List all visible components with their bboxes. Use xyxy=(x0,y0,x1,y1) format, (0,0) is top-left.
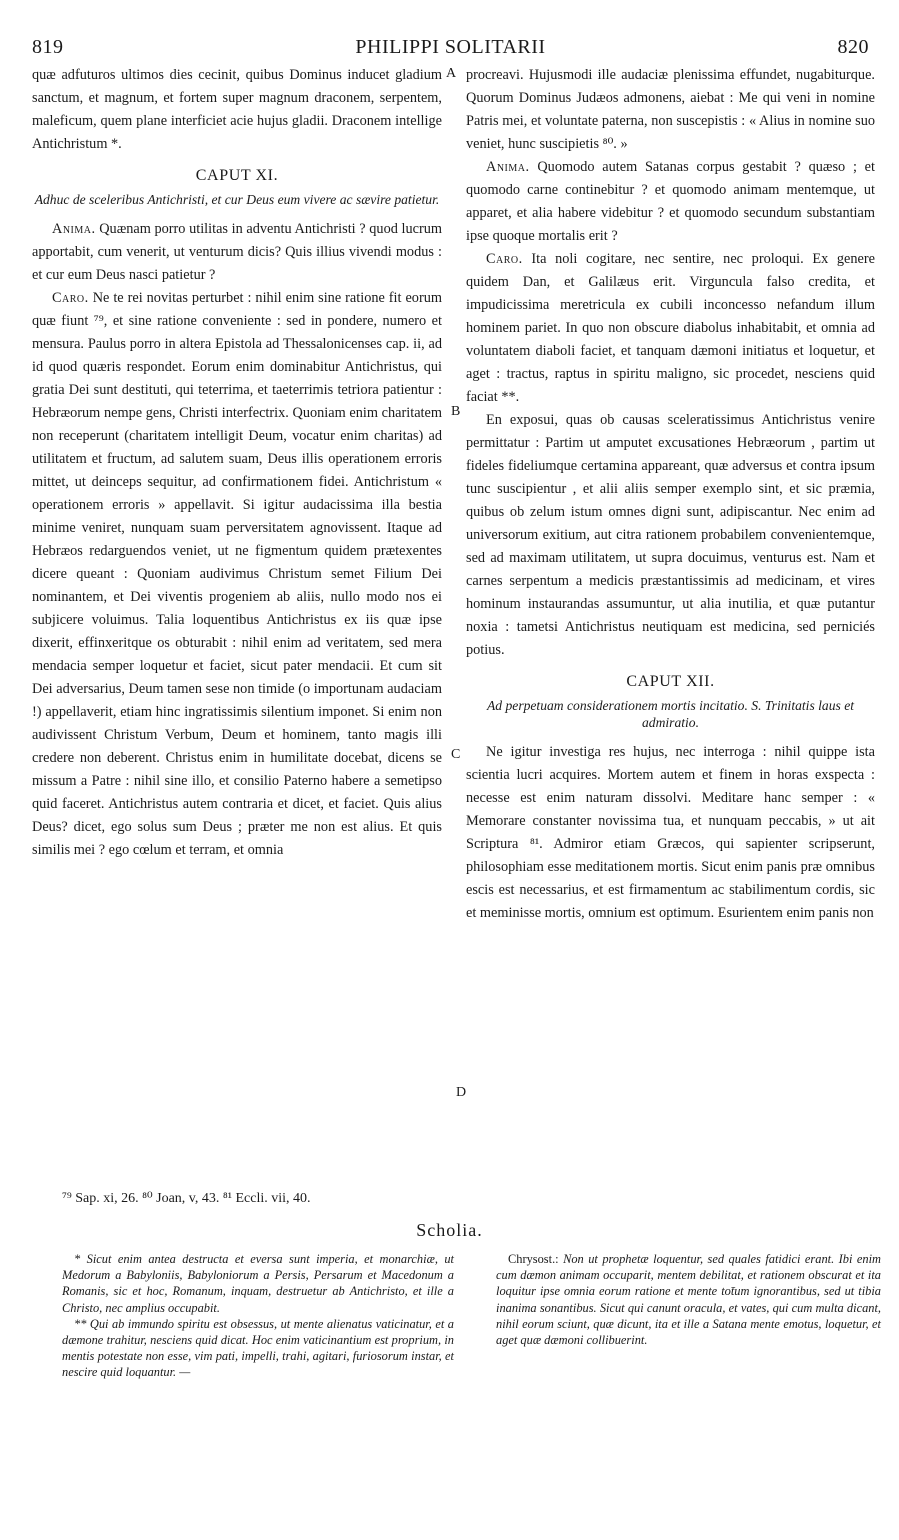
speaker-label: Caro. xyxy=(52,290,89,306)
margin-marker-b: B xyxy=(451,404,461,419)
margin-marker-a: A xyxy=(446,66,457,81)
speaker-label: Caro. xyxy=(486,251,523,267)
page-header xyxy=(32,36,869,64)
page-number-left: 819 xyxy=(32,36,64,58)
paragraph-text: Quænam porro utilitas in adventu Antichristi ? quod lucrum apportabit, cum venerit, ut venturum dicis? Quis illius vivendi modus : et cur eum Deus nasci patietur ? xyxy=(32,221,442,283)
page-number-right: 820 xyxy=(837,36,869,58)
paragraph: Ne igitur investiga res hujus, nec interroga : nihil quippe ista scientia lucri acquires. Mortem autem et finem in horas exspecta : necesse est enim naturam dissolvi. Meditare hanc semper : « Memorare constanter novissima tua, et nunquam peccabis, » ut ait Scriptura ⁸¹. Admiror etiam Græcos, qui sapienter scripserunt, philosophiam esse meditationem mortis. Sicut enim panis præ omnibus escis est necessarius, et est firmamentum ac stabilimentum cordis, sic et meminisse mortis, omnium est optimum. Esurientem enim panis non xyxy=(466,744,875,921)
scholium: * Sicut enim antea destructa et eversa sunt imperia, et monarchiæ, ut Medorum a Babyloniis, Babyloniorum a Persis, Persarum et Macedonum a Romanis, sic et hoc, Romanum, inquam, destruetur ab Antichristo, et ille a Christo, nec amplius occupabit. xyxy=(62,1252,454,1315)
paragraph: procreavi. Hujusmodi ille audaciæ plenissima effundet, nugabiturque. Quorum Dominus Judæos admonens, aiebat : Me qui veni in nomine Patris mei, et voluntate paterna, non suscepistis : « Alius in nomine suo veniet, hunc suscipietis ⁸⁰. » xyxy=(466,67,875,152)
scholium-author: Chrysost.: xyxy=(508,1252,559,1266)
paragraph-text: Ita noli cogitare, nec sentire, nec proloqui. Ex genere quidem Dan, et Galilæus erit. Virguncula falso credita, et impudicissima meretricula ex cubili inconcesso nefandum illum hominem pariet. In quo non obscure diabolus inhabitabit, et omnia ad voluntatem diaboli faciet, et tanquam dæmoni initiatus et loquetur, et aget : tractus, raptus in spiritu maligno, sic procedet, nesciens quid faciat **. xyxy=(466,251,875,405)
paragraph-anima xyxy=(466,156,875,248)
chapter-title: CAPUT XI. xyxy=(195,167,279,184)
chapter-title: CAPUT XII. xyxy=(626,673,715,690)
margin-marker-d: D xyxy=(456,1085,467,1100)
paragraph-anima xyxy=(32,218,442,287)
paragraph-text: Ne te rei novitas perturbet : nihil enim sine ratione fit eorum quæ fiunt ⁷⁹, et sine ratione conveniente : sed in pondere, numero et mensura. Paulus porro in altera Epistola ad Thessalonicenses cap. ii, ad id quod quæris respondet. Eorum enim dominabitur Antichristus, qui gratia Dei sunt destituti, qui teterrima, et taeterrimis tetriora patientur : Hebræorum nempe gens, Christi interfectrix. Quoniam enim charitatem non receperunt (charitatem intelligit Deum, vocatur enim charitas) ad utilitatem et fructum, ad salutem suam, Deus illis operationem erroris mittet, ut deinceps sequitur, ad confirmationem fidei. Antichristum « operationem erroris » appellavit. Si igitur audacissima illa bestia minime veniret, nunquam suam perversitatem agnovissent. Itaque ad Hebræos redarguendos veniet, ut ne figmentum quidem prætexentes dicere queant : Quoniam audivimus Christum semet Filium Dei nominantem, et Dei viventis progeniem ab aliis, nullo modo nos ei subjicere voluimus. Talia loquentibus Antichristus ex iis quæ ipse dixerit, effinxeritque os obturabit : nihil enim ad veritatem, sed mera mendacia semper loquetur et faciet, sicut pater mendacii. Et cum sit Dei adversarius, Deum tamen sese non timide (o importunam audaciam !) appellaverit, etiam hinc ingratissimis silentium imponet. Si enim non audivissent Christum Verbum, Deum et hominem, tanto magis illi credere non deberent. Christus enim in humilitate docebat, dicens se missum a Patre : nihil sine illo, et consilio Paterno habere a semetipso quid faceret. Antichristus autem contraria et dicet, et faciet. Quis alius Deus? dicet, ego solus sum Deus ; præter me non est alius. Et quis similis mei ? ego cœlum et terram, et omnia xyxy=(32,290,442,858)
scholium-text: Non ut prophetæ loquentur, sed quales fatidici erant. Ibi enim cum dæmon animam occuparit, mentem debilitat, et rationem obscurat et ita loquitur ipse omnia eorum ratione et mente tot̄um ignorantibus, sed ut tibia inanima sonantibus. Sicut qui canunt oracula, et vates, qui cum multa dicant, nihil eorum sciunt, quæ dicunt, ita et ille a Satana mente emotus, loquetur, et aget quæ dæmoni collibuerint. xyxy=(496,1252,881,1348)
speaker-label: Anima. xyxy=(52,221,96,237)
paragraph-caro xyxy=(466,248,875,409)
scholium xyxy=(496,1251,881,1348)
paragraph-caro xyxy=(32,287,442,862)
paragraph: quæ adfuturos ultimos dies cecinit, quibus Dominus inducet gladium sanctum, et magnum, et fortem super magnum draconem, serpentem, maleficum, quem plane interficiet acie hujus gladii. Draconem intellige Antichristum *. xyxy=(32,67,442,152)
scholia-right-column xyxy=(496,1251,881,1348)
chapter-summary: Adhuc de sceleribus Antichristi, et cur Deus eum vivere ac sævire patietur. xyxy=(34,192,440,207)
scholia-title: Scholia. xyxy=(416,1220,483,1240)
paragraph: En exposui, quas ob causas sceleratissimus Antichristus venire permittatur : Partim ut amputet excusationes Hebræorum , partim ut fideles fideliumque certamina appareant, quæ adversus et contra ipsum tunc suscipientur , et alii aliis semper exemplo sint, et sic præmia, quibus ob zelum istum omnes digni sunt, adipiscantur. Nec enim ad universorum exitium, aut citra rationem probabilem convenientemque, sed ad maximam utilitatem, ut supra docuimus, venturus est. Nam et carnes serpentum a medicis præstantissimis ad medicinam, et vires hominum instaurandas assumuntur, ut alia inutilia, et quæ putantur noxia : tametsi Antichristus neutiquam est medicina, sed perniciés potius. xyxy=(466,412,875,658)
scholium: ** Qui ab immundo spiritu est obsessus, ut mente alienatus vaticinatur, et a dæmone trahitur, nesciens quid dicat. Hoc enim vaticinantium est proprium, in mentis potestate non esse, vim pati, impelli, trahi, agitari, furiosorum instar, et nescire quid loquantur. — xyxy=(62,1316,454,1380)
left-column xyxy=(32,64,442,862)
speaker-label: Anima. xyxy=(486,159,530,175)
paragraph-text: Quomodo autem Satanas corpus gestabit ? quæso ; et quomodo carne continebitur ? et quomodo animam mentemque, ut apparet, et alia habere videbitur ? et quomodo secundum substantiam ipse quoque mortalis erit ? xyxy=(466,159,875,244)
right-column xyxy=(466,64,875,925)
running-title: PHILIPPI SOLITARII xyxy=(355,36,546,58)
margin-marker-c: C xyxy=(451,747,461,762)
footnotes: ⁷⁹ Sap. xi, 26. ⁸⁰ Joan, v, 43. ⁸¹ Eccli. vii, 40. xyxy=(62,1191,311,1206)
chapter-summary: Ad perpetuam considerationem mortis incitatio. S. Trinitatis laus et admiratio. xyxy=(486,698,855,730)
scholia-left-column xyxy=(62,1251,454,1381)
